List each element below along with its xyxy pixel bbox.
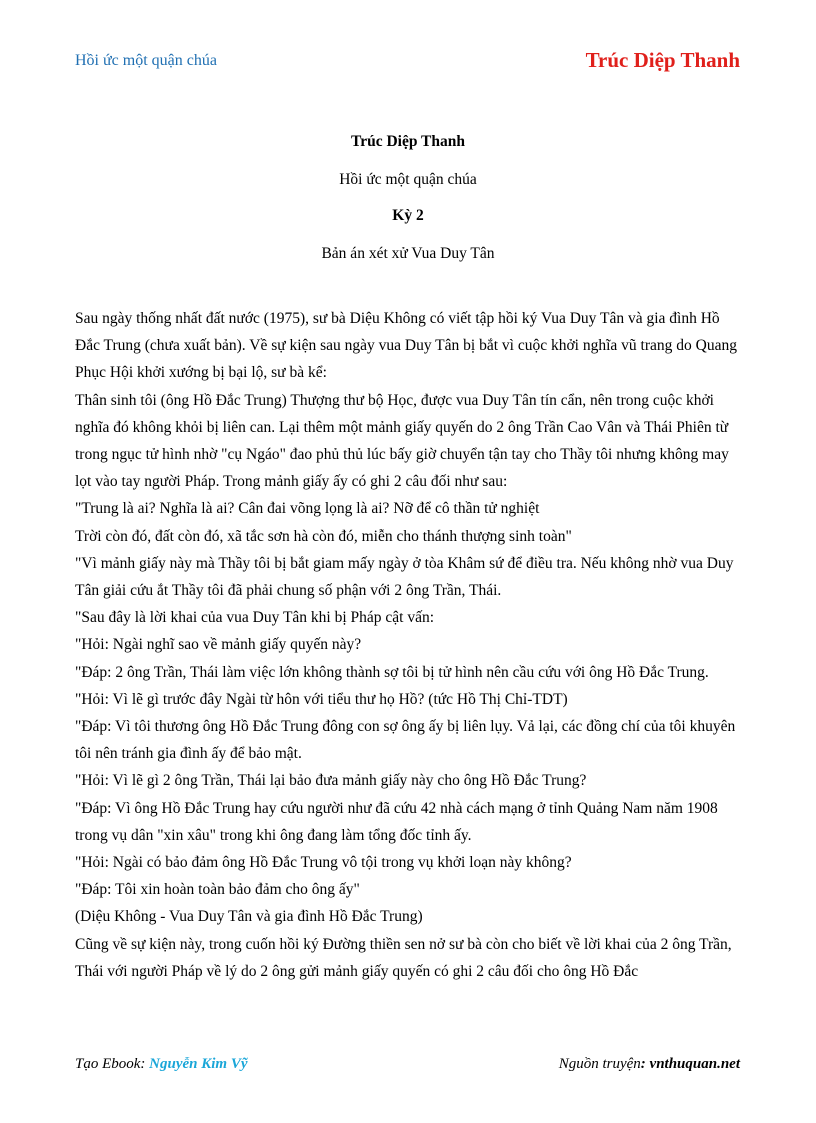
- paragraph: "Hỏi: Vì lẽ gì trước đây Ngài từ hôn với tiểu thư họ Hồ? (tức Hồ Thị Chỉ-TDT): [75, 690, 568, 708]
- paragraph: Trời còn đó, đất còn đó, xã tắc sơn hà còn đó, miễn cho thánh thượng sinh toàn": [75, 527, 572, 545]
- paragraph: Thân sinh tôi (ông Hồ Đắc Trung) Thượng thư bộ Học, được vua Duy Tân tín cẩn, nên trong cuộc khởi nghĩa đó không khỏi bị liên can. Lại thêm một mảnh giấy quyến do 2 ông Trần Cao Vân và Thái Phiên từ trong ngục tử hình nhờ "cụ Ngáo" đao phủ thủ lúc bấy giờ chuyển tận tay cho Thầy tôi nhưng không may lọt vào tay người Pháp. Trong mảnh giấy ấy có ghi 2 câu đối như sau:: [75, 391, 729, 491]
- title-author: Trúc Diệp Thanh: [351, 133, 465, 150]
- paragraph: "Đáp: Vì tôi thương ông Hồ Đắc Trung đông con sợ ông ấy bị liên lụy. Vả lại, các đồng chí của tôi khuyên tôi nên tránh gia đình ấy để bảo mật.: [75, 718, 736, 763]
- header-author: Trúc Diệp Thanh: [585, 48, 740, 72]
- paragraph: "Đáp: 2 ông Trần, Thái làm việc lớn không thành sợ tôi bị tử hình nên cầu cứu với ông Hồ Đắc Trung.: [75, 663, 709, 681]
- paragraph: "Sau đây là lời khai của vua Duy Tân khi bị Pháp cật vấn:: [75, 609, 435, 627]
- paragraph: "Đáp: Tôi xin hoàn toàn bảo đảm cho ông ấy": [75, 881, 360, 899]
- body-text: [75, 305, 743, 985]
- paragraph: Cũng về sự kiện này, trong cuốn hồi ký Đường thiền sen nở sư bà còn cho biết về lời khai của 2 ông Trần, Thái với người Pháp về lý do 2 ông gửi mảnh giấy quyến có ghi 2 câu đối cho ông Hồ Đắc: [75, 935, 732, 980]
- paragraph: "Trung là ai? Nghĩa là ai? Cân đai võng lọng là ai? Nỡ để cô thần tử nghiệt: [75, 500, 540, 518]
- title-book: Hồi ức một quận chúa: [339, 171, 477, 188]
- footer-source-credit: [559, 1056, 740, 1073]
- footer-ebook-label: Tạo Ebook: [75, 1056, 141, 1072]
- paragraph: "Đáp: Vì ông Hồ Đắc Trung hay cứu người như đã cứu 42 nhà cách mạng ở tỉnh Quảng Nam năm 1908 trong vụ dân "xin xâu" trong khi ông đang làm tổng đốc tỉnh ấy.: [75, 799, 718, 844]
- footer-separator: :: [640, 1056, 650, 1072]
- paragraph: "Vì mảnh giấy này mà Thầy tôi bị bắt giam mấy ngày ở tòa Khâm sứ để điều tra. Nếu không nhờ vua Duy Tân giải cứu ắt Thầy tôi đã phải chung số phận với 2 ông Trần, Thái.: [75, 554, 734, 600]
- header-book-title: Hồi ức một quận chúa: [75, 52, 217, 69]
- paragraph: (Diệu Không - Vua Duy Tân và gia đình Hồ Đắc Trung): [75, 908, 423, 926]
- paragraph: Sau ngày thống nhất đất nước (1975), sư bà Diệu Không có viết tập hồi ký Vua Duy Tân và gia đình Hồ Đắc Trung (chưa xuất bản). Về sự kiện sau ngày vua Duy Tân bị bắt vì cuộc khởi nghĩa vũ trang do Quang Phục Hội khởi xướng bị bại lộ, sư bà kể:: [75, 310, 737, 382]
- footer-source-site: vnthuquan.net: [649, 1056, 740, 1072]
- footer-ebook-creator: Nguyễn Kim Vỹ: [149, 1056, 248, 1072]
- paragraph: "Hỏi: Vì lẽ gì 2 ông Trần, Thái lại bảo đưa mảnh giấy này cho ông Hồ Đắc Trung?: [75, 772, 587, 790]
- footer-separator: :: [140, 1056, 150, 1072]
- footer-source-label: Nguồn truyện: [558, 1056, 641, 1072]
- paragraph: "Hỏi: Ngài có bảo đảm ông Hồ Đắc Trung vô tội trong vụ khởi loạn này không?: [75, 854, 572, 872]
- footer-ebook-credit: [75, 1056, 248, 1073]
- chapter-title: Bản án xét xử Vua Duy Tân: [321, 245, 495, 262]
- paragraph: "Hỏi: Ngài nghĩ sao về mảnh giấy quyến này?: [75, 636, 362, 654]
- title-episode: Kỳ 2: [392, 207, 424, 224]
